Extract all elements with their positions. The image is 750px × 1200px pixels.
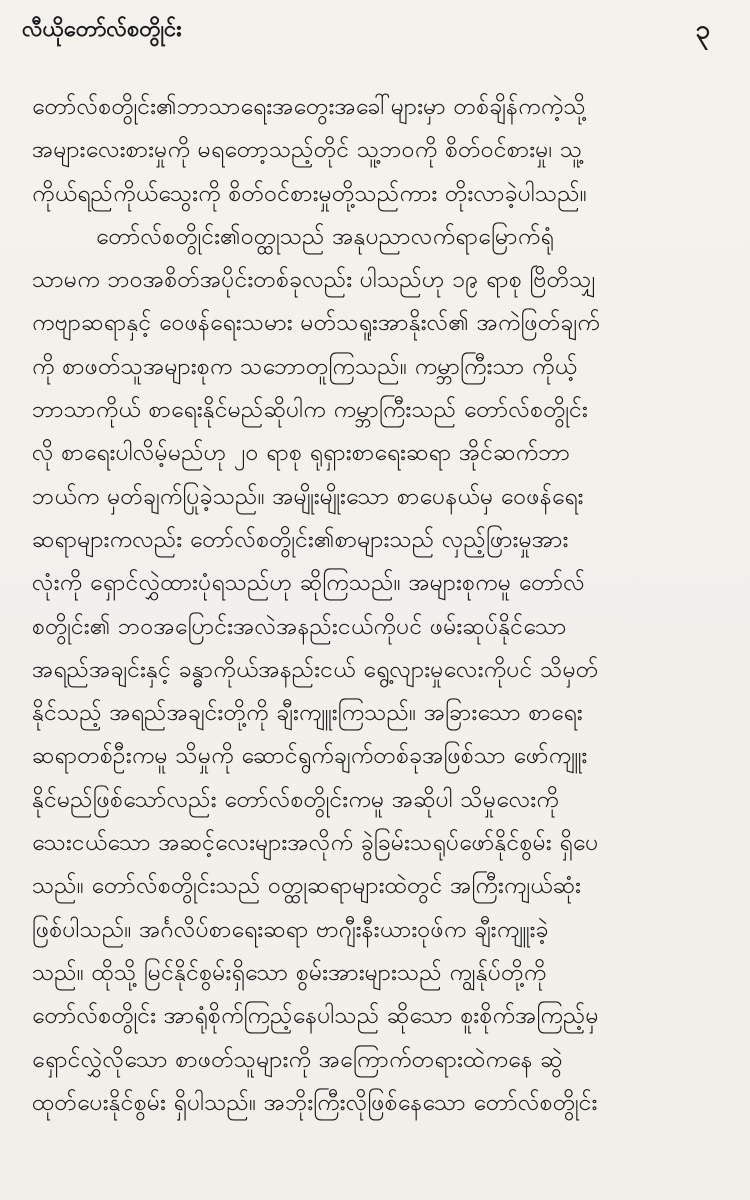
body-text [32,86,732,1125]
text-line: သေးငယ်သော အဆင့်လေးများအလိုက် ခွဲခြမ်းသရုပ်ဖော်နိုင်စွမ်း ရှိပေ [32,830,599,857]
text-line: သာမက ဘဝအစိတ်အပိုင်းတစ်ခုလည်း ပါသည်ဟု ၁၉ ရာစု ဗြိတိသျှ [32,267,597,294]
text-line: အများလေးစားမှုကို မရတော့သည့်တိုင် သူ့ဘဝကို စိတ်ဝင်စားမှု၊ သူ့ [32,137,583,164]
text-line: ထုတ်ပေးနိုင်စွမ်း ရှိပါသည်။ အဘိုးကြီးလိုဖြစ်နေသော တော်လ်စတွိုင်း [32,1089,598,1116]
text-line: နိုင်မည်ဖြစ်သော်လည်း တော်လ်စတွိုင်းကမူ အဆိုပါ သိမှုလေးကို [32,786,560,813]
running-header-title: လီယိုတော်လ်စတွိုင်း [22,17,182,42]
paragraph-start-line: တော်လ်စတွိုင်း၏ဝတ္ထုသည် အနုပညာလက်ရာမြောက်ရုံ [96,223,554,250]
text-line: ကဗျာဆရာနှင့် ဝေဖန်ရေးသမား မတ်သရူးအာနိုးလ်၏ အကဲဖြတ်ချက် [32,310,600,337]
text-line: သည်။ တော်လ်စတွိုင်းသည် ဝတ္ထုဆရာများထဲတွင် အကြီးကျယ်ဆုံး [32,873,582,900]
text-line: ကိုယ်ရည်ကိုယ်သွေးကို စိတ်ဝင်စားမှုတို့သည်ကား တိုးလာခဲ့ပါသည်။ [32,180,588,207]
text-line: သည်။ ထိုသို့ မြင်နိုင်စွမ်းရှိသော စွမ်းအားများသည် ကျွန်ုပ်တို့ကို [32,959,547,986]
text-line: ကို စာဖတ်သူအများစုက သဘောတူကြသည်။ ကမ္ဘာကြီးသာ ကိုယ့် [32,353,578,380]
page-number: ၃ [695,15,710,45]
text-line: ဘယ်က မှတ်ချက်ပြုခဲ့သည်။ အမျိုးမျိုးသော စာပေနယ်မှ ဝေဖန်ရေး [32,483,584,510]
text-line: လို စာရေးပါလိမ့်မည်ဟု ၂၀ ရာစု ရုရှားစာရေးဆရာ အိုင်ဆက်ဘာ [32,440,571,467]
text-line: အရည်အချင်းနှင့် ခန္ဓာကိုယ်အနည်းငယ် ရွေ့လျားမှုလေးကိုပင် သိမှတ် [32,656,599,683]
text-line: တော်လ်စတွိုင်း၏ဘာသာရေးအတွေးအခေါ်များမှာ တစ်ချိန်ကကဲ့သို့ [32,94,586,120]
text-line: စတွိုင်း၏ ဘဝအပြောင်းအလဲအနည်းငယ်ကိုပင် ဖမ်းဆုပ်နိုင်သော [32,613,567,640]
text-line: ဆရာများကလည်း တော်လ်စတွိုင်း၏စာများသည် လှည့်ဖြားမှုအား [32,526,569,553]
text-line: ရှောင်လွှဲလိုသော စာဖတ်သူများကို အကြောက်တရားထဲကနေ ဆွဲ [32,1046,563,1073]
text-line: တော်လ်စတွိုင်း အာရုံစိုက်ကြည့်နေပါသည် ဆိုသော စူးစိုက်အကြည့်မှ [32,1003,599,1030]
text-line: ဘာသာကိုယ် စာရေးနိုင်မည်ဆိုပါက ကမ္ဘာကြီးသည် တော်လ်စတွိုင်း [32,397,588,424]
text-line: ဖြစ်ပါသည်။ အင်္ဂလိပ်စာရေးဆရာ ဗာဂျီးနီးယားဝုဖ်က ချီးကျူးခဲ့ [32,916,549,943]
text-line: ဆရာတစ်ဦးကမူ သိမှုကို ဆောင်ရွက်ချက်တစ်ခုအဖြစ်သာ ဖော်ကျူး [32,743,588,770]
running-header [0,0,750,60]
text-line: လုံးကို ရှောင်လွှဲထားပုံရသည်ဟု ဆိုကြသည်။ အများစုကမူ တော်လ် [32,570,586,597]
text-line: နိုင်သည့် အရည်အချင်းတို့ကို ချီးကျူးကြသည်။ အခြားသော စာရေး [32,700,583,727]
